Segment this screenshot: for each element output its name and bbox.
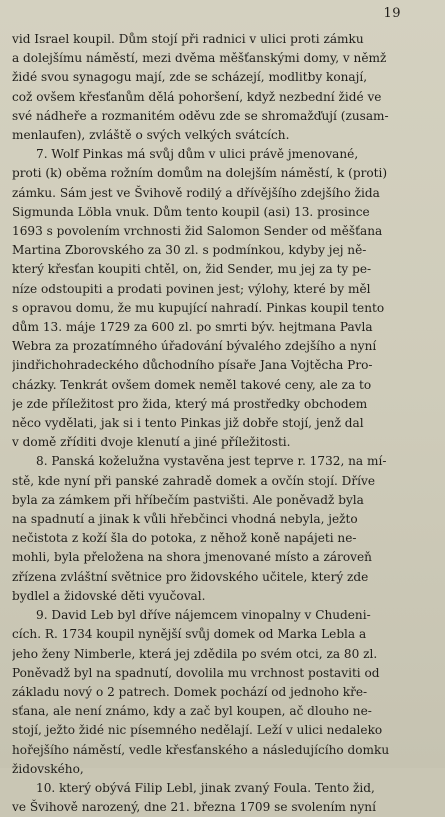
text-line: stojí, ježto židé nic písemného nedělají. Leží v ulici nedaleko: [12, 723, 383, 738]
text-line: byla za zámkem při hříbečím pastvišti. Ale poněvadž byla: [12, 492, 364, 507]
text-line: na spadnutí a jinak k vůli hřebčinci vhodná nebyla, ježto: [12, 512, 358, 527]
text-line: židovského,: [12, 761, 84, 776]
text-line: bydlel a židovské děti vyučoval.: [12, 588, 206, 603]
page-number: 19: [383, 6, 401, 21]
text-line: v domě zříditi dvoje klenutí a jiné příležitosti.: [12, 435, 291, 450]
text-line: proti (k) oběma rožním domům na dolejším náměstí, k (proti): [12, 166, 388, 181]
text-line: Poněvadž byl na spadnutí, dovolila mu vrchnost postaviti od: [12, 665, 380, 680]
text-line: své nádheře a rozmanitém oděvu zde se shromažďují (zusam-: [12, 108, 389, 123]
text-line: vid Israel koupil. Dům stojí při radnici v ulici proti zámku: [12, 32, 364, 46]
text-line: jeho ženy Nimberle, která jej zdědila po svém otci, za 80 zl.: [12, 646, 378, 661]
text-line: s opravou domu, že mu kupující nahradí. Pinkas koupil tento: [12, 300, 385, 315]
text-line: níze odstoupiti a prodati povinen jest; výlohy, které by měl: [12, 281, 371, 296]
text-line: 8. Panská koželužna vystavěna jest teprve r. 1732, na mí-: [36, 454, 387, 469]
text-line: hořejšího náměstí, vedle křesťanského a následujícího domku: [12, 742, 390, 757]
text-line: 1693 s povolením vrchnosti žid Salomon Sender od měšťana: [12, 224, 383, 239]
text-line: 7. Wolf Pinkas má svůj dům v ulici právě jmenované,: [36, 147, 359, 162]
text-line: mohli, byla přeložena na shora jmenované místo a zároveň: [12, 550, 372, 565]
text-line: ve Švihově narozený, dne 21. března 1709 se svolením nyní: [12, 800, 376, 815]
text-line: menlaufen), zvláště o svých velkých svátcích.: [12, 128, 290, 143]
text-line: 9. David Leb byl dříve nájemcem vinopalny v Chudeni-: [36, 608, 371, 623]
text-line: něco vydělati, jak si i tento Pinkas již dobře stojí, jenž dal: [12, 416, 364, 431]
body-text: [12, 30, 439, 817]
text-line: je zde příležitost pro žida, který má prostředky obchodem: [12, 396, 368, 411]
text-line: sťana, ale není známo, kdy a zač byl koupen, ač dlouho ne-: [12, 704, 372, 719]
text-line: zámku. Sám jest ve Švihově rodilý a dřívějšího zdejšího žida: [12, 185, 380, 200]
text-line: stě, kde nyní při panské zahradě domek a ovčín stojí. Dříve: [12, 473, 375, 488]
text-line: dům 13. máje 1729 za 600 zl. po smrti býv. hejtmana Pavla: [12, 320, 373, 335]
text-line: a dolejšímu náměstí, mezi dvěma měšťanskými domy, v němž: [12, 51, 387, 66]
text-line: který křesťan koupiti chtěl, on, žid Sender, mu jej za ty pe-: [12, 262, 372, 277]
text-line: Webra za prozatímného úřadování bývalého zdejšího a nyní: [12, 339, 377, 354]
text-line: židé svou synagogu mají, zde se scházejí, modlitby konají,: [12, 70, 368, 85]
text-line: což ovšem křesťanům dělá pohoršení, když nezbední židé ve: [12, 89, 382, 104]
text-line: nečistota z koží šla do potoka, z něhož koně napájeti ne-: [12, 531, 357, 546]
text-line: 10. který obývá Filip Lebl, jinak zvaný Foula. Tento žid,: [36, 780, 375, 795]
text-line: Sigmunda Löbla vnuk. Dům tento koupil (asi) 13. prosince: [12, 204, 370, 219]
text-line: cích. R. 1734 koupil nynější svůj domek od Marka Lebla a: [12, 627, 367, 642]
text-line: cházky. Tenkrát ovšem domek neměl takové ceny, ale za to: [12, 377, 372, 392]
text-line: Martina Zborovského za 30 zl. s podmínkou, kdyby jej ně-: [12, 243, 367, 258]
text-line: zřízena zvláštní světnice pro židovského učitele, který zde: [12, 569, 369, 584]
text-line: základu nový o 2 patrech. Domek pochází od jednoho kře-: [12, 684, 368, 699]
text-line: jindřichohradeckého důchodního písaře Jana Vojtěcha Pro-: [12, 358, 373, 373]
